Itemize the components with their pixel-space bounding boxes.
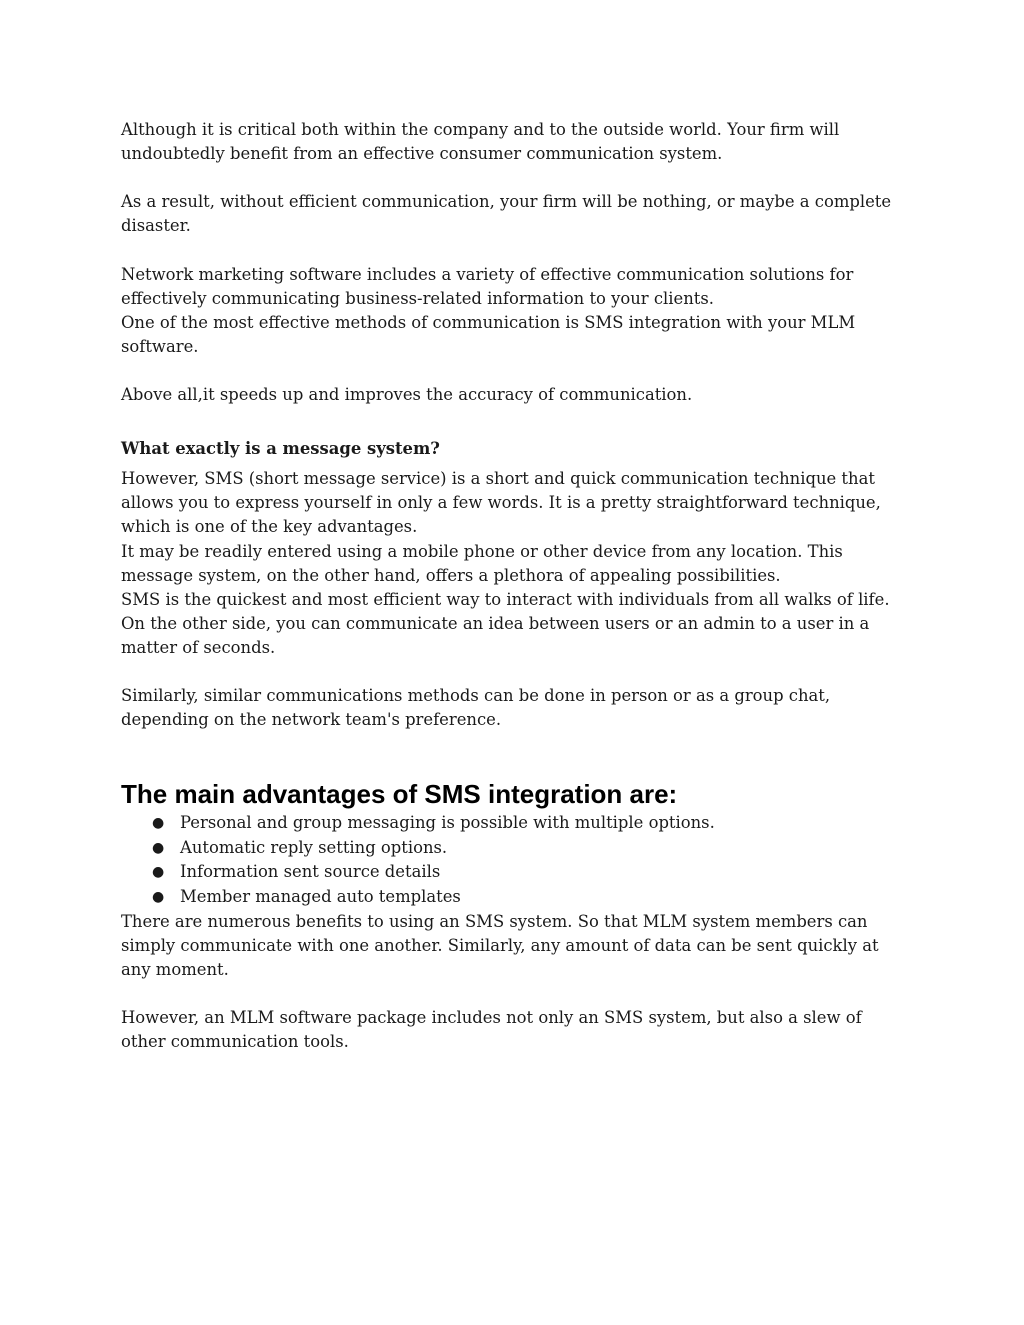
list-item bbox=[152, 836, 911, 861]
message-paragraph-4: On the other side, you can communicate an idea between users or an admin to a user in a matter of seconds. bbox=[121, 613, 870, 657]
list-item bbox=[152, 811, 911, 836]
intro-paragraph-4: Above all,it speeds up and improves the accuracy of communication. bbox=[121, 385, 693, 405]
list-item bbox=[152, 860, 911, 885]
paragraph-gap bbox=[121, 359, 911, 383]
paragraph-gap bbox=[121, 982, 911, 1006]
bullet-icon: ● bbox=[152, 889, 165, 906]
list-item-text: Member managed auto templates bbox=[180, 887, 461, 907]
message-paragraph-1: However, SMS (short message service) is a short and quick communication technique that allows you to express yourself in only a few words. It is a pretty straightforward technique, which is one of the key advantages. bbox=[121, 469, 881, 537]
message-paragraph-3: SMS is the quickest and most efficient way to interact with individuals from all walks of life. bbox=[121, 589, 890, 609]
list-item bbox=[152, 885, 911, 910]
bullet-icon: ● bbox=[152, 815, 165, 832]
message-paragraph-5: Similarly, similar communications methods can be done in person or as a group chat, depending on the network team's preference. bbox=[121, 686, 831, 730]
paragraph-gap bbox=[121, 660, 911, 684]
list-item-text: Information sent source details bbox=[180, 862, 441, 882]
advantages-paragraph-1: There are numerous benefits to using an SMS system. So that MLM system members can simply communicate with one another. Similarly, any amount of data can be sent quickly at any moment. bbox=[121, 911, 879, 979]
advantages-list bbox=[121, 811, 911, 909]
intro-paragraph-3b: One of the most effective methods of communication is SMS integration with your MLM software. bbox=[121, 312, 856, 356]
bullet-icon: ● bbox=[152, 864, 165, 881]
message-paragraph-2: It may be readily entered using a mobile phone or other device from any location. This message system, on the other hand, offers a plethora of appealing possibilities. bbox=[121, 541, 843, 585]
paragraph-gap bbox=[121, 238, 911, 262]
message-system-heading: What exactly is a message system? bbox=[121, 439, 440, 459]
paragraph-gap bbox=[121, 166, 911, 190]
list-item-text: Automatic reply setting options. bbox=[180, 837, 448, 857]
advantages-paragraph-2: However, an MLM software package includes not only an SMS system, but also a slew of other communication tools. bbox=[121, 1008, 862, 1052]
intro-paragraph-1: Although it is critical both within the company and to the outside world. Your firm will undoubtedly benefit from an effective consumer communication system. bbox=[121, 120, 840, 164]
bullet-icon: ● bbox=[152, 839, 165, 856]
list-item-text: Personal and group messaging is possible with multiple options. bbox=[180, 813, 715, 833]
advantages-heading: The main advantages of SMS integration are: bbox=[121, 779, 678, 810]
intro-paragraph-2: As a result, without efficient communication, your firm will be nothing, or maybe a complete disaster. bbox=[121, 192, 892, 236]
intro-paragraph-3a: Network marketing software includes a variety of effective communication solutions for effectively communicating business-related information to your clients. bbox=[121, 264, 854, 308]
document-page bbox=[121, 118, 911, 1054]
